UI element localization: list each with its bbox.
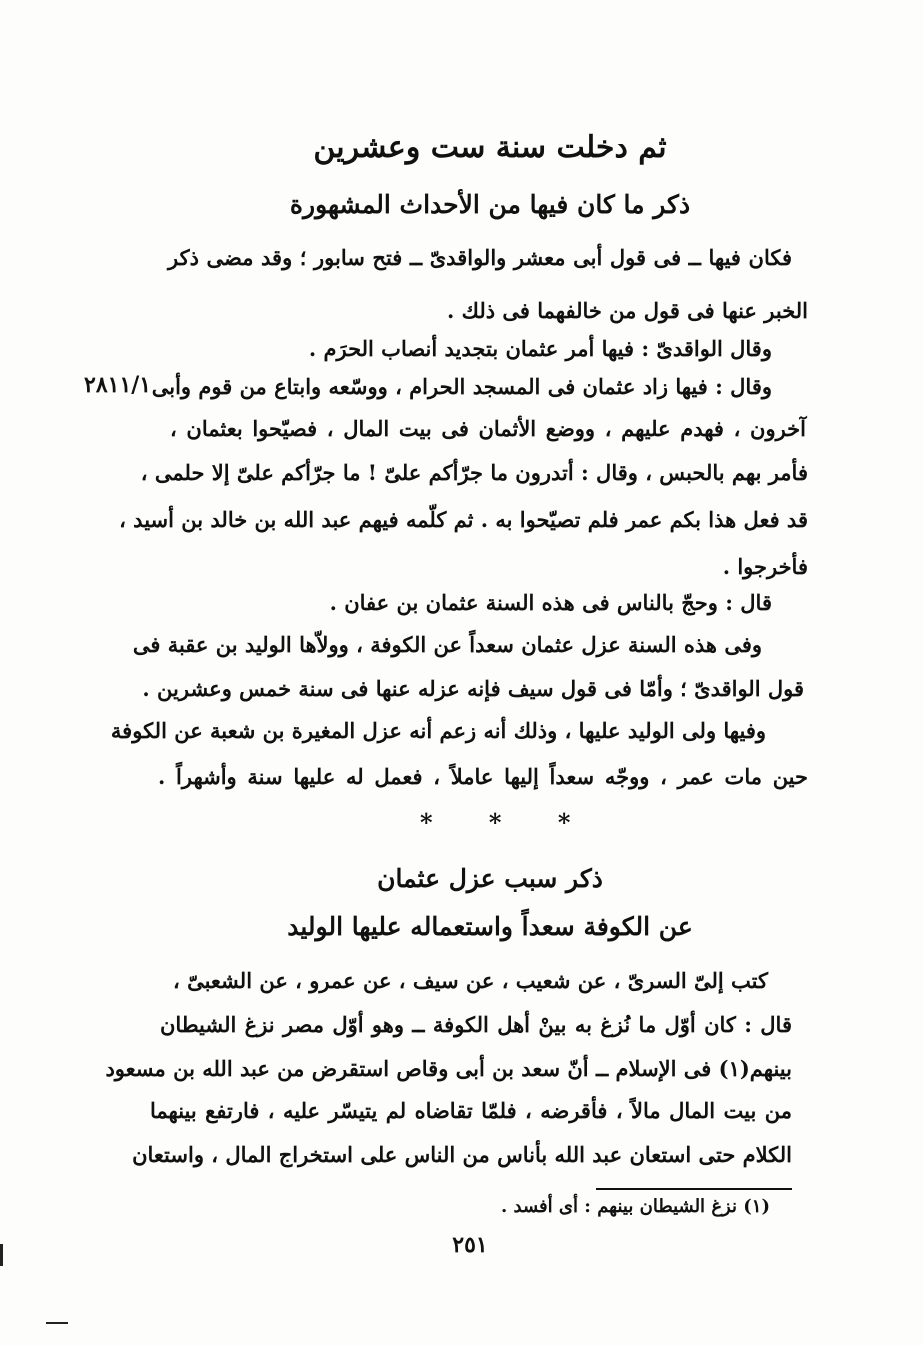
text-line: وقال : فيها زاد عثمان فى المسجد الحرام ، ووسّعه وابتاع من قوم وأبى: [151, 374, 772, 399]
margin-reference: ٢٨١١/١: [84, 372, 152, 398]
text-line: فأمر بهم بالحبس ، وقال : أتدرون ما جرّأكم علىّ ! ما جرّأكم علىّ إلا حلمى ،: [140, 460, 808, 485]
text-line: كتب إلىّ السرىّ ، عن شعيب ، عن سيف ، عن عمرو ، عن الشعبىّ ،: [173, 968, 768, 993]
text-line: وقال الواقدىّ : فيها أمر عثمان بتجديد أنصاب الحرَم .: [308, 336, 772, 361]
text-line: قال : وحجّ بالناس فى هذه السنة عثمان بن عفان .: [329, 590, 772, 615]
text-line: من بيت المال مالاً ، فأقرضه ، فلمّا تقاضاه لم يتيسّر عليه ، فارتفع بينهما: [150, 1098, 792, 1123]
text-line: آخرون ، فهدم عليهم ، ووضع الأثمان فى بيت المال ، فصيّحوا بعثمان ،: [170, 416, 806, 441]
scan-mark: [0, 1244, 3, 1266]
text-line: الكلام حتى استعان عبد الله بأناس من الناس على استخراج المال ، واستعان: [132, 1142, 792, 1167]
text-line: وفيها ولى الوليد عليها ، وذلك أنه زعم أنه عزل المغيرة بن شعبة عن الكوفة: [110, 718, 766, 743]
text-line: حين مات عمر ، ووجّه سعداً إليها عاملاً ، فعمل له عليها سنة وأشهراً .: [158, 764, 808, 789]
text-line: فأخرجوا .: [722, 554, 808, 579]
text-line: وفى هذه السنة عزل عثمان سعداً عن الكوفة ، وولاّها الوليد بن عقبة فى: [132, 632, 762, 657]
section-heading: ذكر ما كان فيها من الأحداث المشهورة: [289, 190, 691, 219]
section-heading: ذكر سبب عزل عثمان: [377, 864, 603, 893]
section-separator: * * *: [420, 808, 595, 837]
chapter-heading: ثم دخلت سنة ست وعشرين: [313, 130, 667, 165]
text-line: قول الواقدىّ ؛ وأمّا فى قول سيف فإنه عزله عنها فى سنة خمس وعشرين .: [142, 676, 804, 701]
section-subheading: عن الكوفة سعداً واستعماله عليها الوليد: [287, 912, 693, 941]
footnote: (١) نزغ الشيطان بينهم : أى أفسد .: [501, 1196, 770, 1217]
text-line: الخبر عنها فى قول من خالفهما فى ذلك .: [447, 298, 808, 323]
text-line: قال : كان أوّل ما نُزغ به بينْ أهل الكوفة ــ وهو أوّل مصر نزغ الشيطان: [160, 1012, 792, 1037]
text-line: فكان فيها ــ فى قول أبى معشر والواقدىّ ــ فتح سابور ؛ وقد مضى ذكر: [168, 245, 792, 270]
page-number: ٢٥١: [452, 1232, 488, 1258]
text-line: بينهم(١) فى الإسلام ــ أنّ سعد بن أبى وقاص استقرض من عبد الله بن مسعود: [105, 1056, 792, 1081]
footnote-rule: [596, 1188, 792, 1190]
scan-mark: [46, 1322, 68, 1324]
text-line: قد فعل هذا بكم عمر فلم تصيّحوا به . ثم كلّمه فيهم عبد الله بن خالد بن أسيد ،: [119, 507, 808, 532]
